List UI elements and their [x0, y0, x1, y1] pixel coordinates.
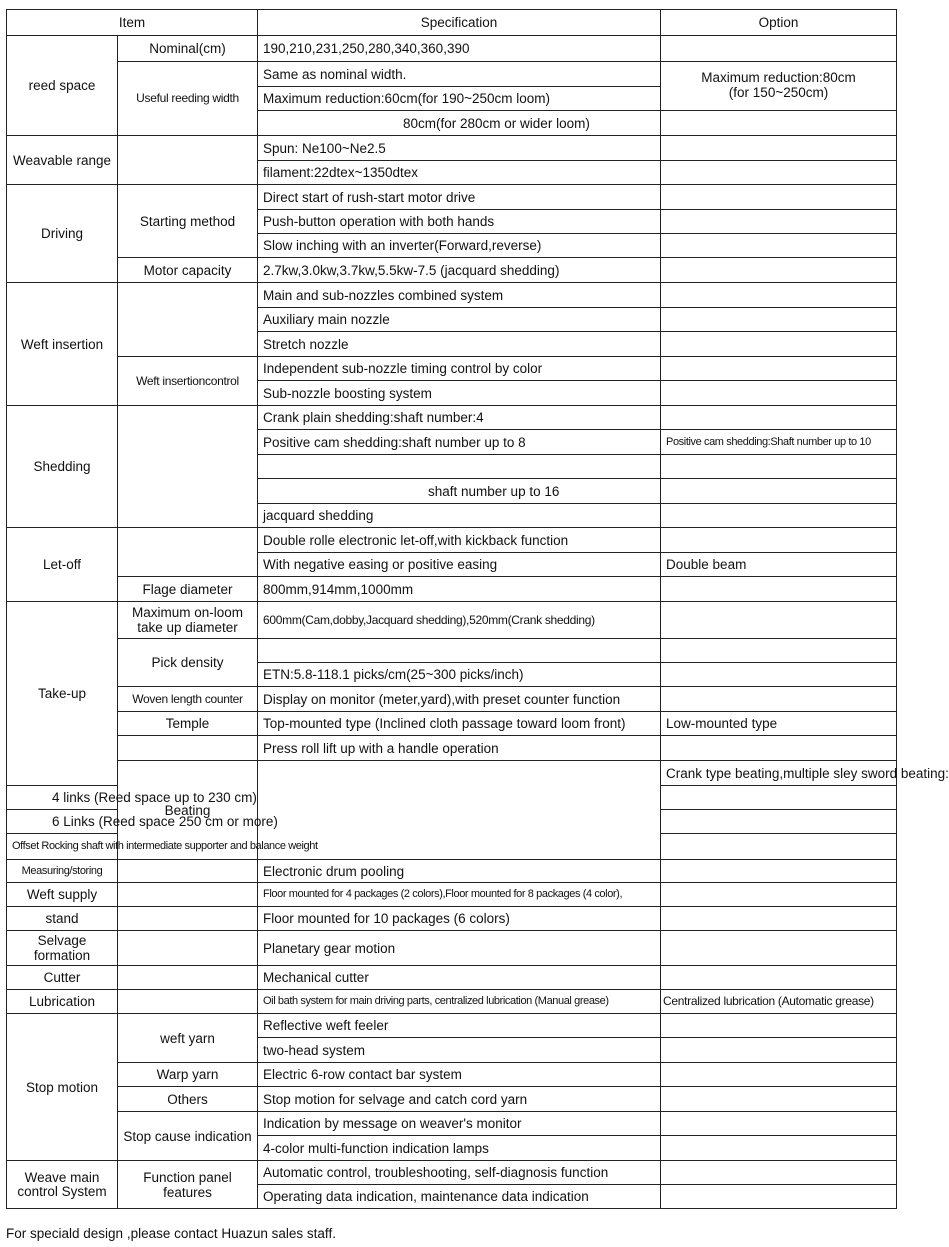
option-cell	[661, 966, 897, 990]
footer-note: For speciald design ,please contact Huazun sales staff.	[6, 1226, 336, 1241]
spec-cell: Stop motion for selvage and catch cord yarn	[258, 1087, 661, 1112]
option-cell	[661, 406, 897, 430]
section-label: Take-up	[7, 602, 118, 786]
sub-label	[118, 966, 258, 990]
sub-label: Stop cause indication	[118, 1112, 258, 1161]
table-row	[7, 36, 897, 62]
table-row	[7, 185, 897, 210]
sub-label	[118, 860, 258, 883]
option-cell	[661, 210, 897, 234]
spec-cell: Main and sub-nozzles combined system	[258, 283, 661, 308]
option-cell	[661, 283, 897, 308]
sub-label: Function panel features	[118, 1161, 258, 1209]
option-cell	[661, 504, 897, 528]
item-header: Item	[7, 10, 258, 36]
spec-cell: Crank type beating,multiple sley sword beating:	[661, 761, 897, 786]
option-cell	[661, 931, 897, 966]
option-cell	[661, 1014, 897, 1038]
spec-cell: Press roll lift up with a handle operation	[258, 736, 661, 761]
option-cell	[661, 528, 897, 553]
option-cell	[661, 1087, 897, 1112]
spec-cell: Double rolle electronic let-off,with kickback function	[258, 528, 661, 553]
sub-label	[118, 283, 258, 357]
spec-cell: Maximum reduction:60cm(for 190~250cm loom)	[258, 87, 661, 111]
sub-label: Motor capacity	[118, 258, 258, 283]
sub-label: weft yarn	[118, 1014, 258, 1063]
table-row	[7, 1161, 897, 1185]
sub-label	[118, 736, 258, 761]
table-row	[7, 577, 897, 602]
spec-cell: 6 Links (Reed space 250 cm or more)	[7, 810, 118, 834]
table-row	[7, 1063, 897, 1087]
table-row	[7, 1112, 897, 1136]
spec-cell: Operating data indication, maintenance data indication	[258, 1185, 661, 1209]
section-label: Weft insertion	[7, 283, 118, 406]
table-row	[7, 931, 897, 966]
table-row	[7, 860, 897, 883]
spec-cell: Crank plain shedding:shaft number:4	[258, 406, 661, 430]
spec-cell: Automatic control, troubleshooting, self-diagnosis function	[258, 1161, 661, 1185]
sub-label: Warp yarn	[118, 1063, 258, 1087]
option-cell	[661, 834, 897, 860]
spec-cell: Stretch nozzle	[258, 332, 661, 357]
table-header-row	[7, 10, 897, 36]
spec-cell: Slow inching with an inverter(Forward,reverse)	[258, 234, 661, 258]
sub-label	[118, 883, 258, 907]
table-row	[7, 602, 897, 639]
option-cell	[661, 907, 897, 931]
table-row	[7, 761, 897, 786]
option-cell	[661, 1038, 897, 1063]
sub-label	[118, 136, 258, 185]
section-label: Weft supply	[7, 883, 118, 907]
sub-label: Nominal(cm)	[118, 36, 258, 62]
spec-cell: 190,210,231,250,280,340,360,390	[258, 36, 661, 62]
section-label: Weave main control System	[7, 1161, 118, 1209]
spec-cell: Direct start of rush-start motor drive	[258, 185, 661, 210]
spec-cell: Electronic drum pooling	[258, 860, 661, 883]
option-cell	[661, 332, 897, 357]
spec-cell: Display on monitor (meter,yard),with preset counter function	[258, 687, 661, 712]
spec-cell: With negative easing or positive easing	[258, 553, 661, 577]
spec-cell: Auxiliary main nozzle	[258, 308, 661, 332]
option-cell	[661, 381, 897, 406]
spec-cell: 4-color multi-function indication lamps	[258, 1136, 661, 1161]
spec-cell: Indication by message on weaver's monitor	[258, 1112, 661, 1136]
spec-cell: Positive cam shedding:shaft number up to 8	[258, 430, 661, 455]
table-row	[7, 736, 897, 761]
option-cell	[661, 810, 897, 834]
sub-label	[118, 990, 258, 1014]
spec-cell: Floor mounted for 10 packages (6 colors)	[258, 907, 661, 931]
sub-label: Useful reeding width	[118, 62, 258, 136]
option-cell	[661, 1185, 897, 1209]
option-cell	[661, 1063, 897, 1087]
option-header: Option	[661, 10, 897, 36]
section-label: Weavable range	[7, 136, 118, 185]
spec-cell: jacquard shedding	[258, 504, 661, 528]
section-label: Selvage formation	[7, 931, 118, 966]
sub-label: Others	[118, 1087, 258, 1112]
table-row	[7, 528, 897, 553]
table-row	[7, 883, 897, 907]
option-cell	[661, 111, 897, 136]
option-cell: Low-mounted type	[661, 712, 897, 736]
spec-cell: 4 links (Reed space up to 230 cm)	[7, 786, 118, 810]
table-row	[7, 639, 897, 663]
spec-cell: ETN:5.8-118.1 picks/cm(25~300 picks/inch)	[258, 663, 661, 687]
sub-label	[118, 602, 258, 639]
spec-cell: Sub-nozzle boosting system	[258, 381, 661, 406]
option-line: (for 150~250cm)	[728, 85, 829, 100]
spec-cell: shaft number up to 16	[258, 479, 661, 504]
sub-label: Starting method	[118, 185, 258, 258]
table-row	[7, 357, 897, 381]
option-cell: Double beam	[661, 553, 897, 577]
option-cell: Centralized lubrication (Automatic grease)	[661, 990, 897, 1014]
option-line: Maximum reduction:80cm	[701, 70, 856, 85]
section-label: Lubrication	[7, 990, 118, 1014]
spec-cell: Same as nominal width.	[258, 62, 661, 87]
section-label: Cutter	[7, 966, 118, 990]
section-label: Let-off	[7, 528, 118, 602]
spec-cell: Offset Rocking shaft with intermediate supporter and balance weight	[7, 834, 118, 860]
option-cell	[661, 736, 897, 761]
section-label: Driving	[7, 185, 118, 283]
section-label: Stop motion	[7, 1014, 118, 1161]
specification-header: Specification	[258, 10, 661, 36]
spec-cell	[258, 639, 661, 663]
table-row	[7, 966, 897, 990]
table-row	[7, 258, 897, 283]
sub-label-line: Maximum on-loom	[131, 605, 244, 620]
option-cell	[661, 357, 897, 381]
sub-label	[118, 931, 258, 966]
sub-label: Temple	[118, 712, 258, 736]
spec-cell: Push-button operation with both hands	[258, 210, 661, 234]
sub-label: Flage diameter	[118, 577, 258, 602]
spec-cell: Independent sub-nozzle timing control by color	[258, 357, 661, 381]
option-cell	[661, 136, 897, 161]
spec-cell: Spun: Ne100~Ne2.5	[258, 136, 661, 161]
sub-label: Pick density	[118, 639, 258, 687]
option-cell	[661, 883, 897, 907]
spec-cell: 600mm(Cam,dobby,Jacquard shedding),520mm(Crank shedding)	[258, 602, 661, 639]
spec-cell: Oil bath system for main driving parts, centralized lubrication (Manual grease)	[258, 990, 661, 1014]
table-row	[7, 990, 897, 1014]
section-label: Shedding	[7, 406, 118, 528]
option-cell	[661, 1112, 897, 1136]
spec-cell: 800mm,914mm,1000mm	[258, 577, 661, 602]
table-row	[7, 406, 897, 430]
option-cell	[661, 36, 897, 62]
option-cell	[661, 258, 897, 283]
spec-cell: Top-mounted type (Inclined cloth passage toward loom front)	[258, 712, 661, 736]
option-cell	[661, 639, 897, 663]
option-cell	[661, 161, 897, 185]
spec-cell	[258, 455, 661, 479]
spec-cell: Floor mounted for 4 packages (2 colors),Floor mounted for 8 packages (4 color),	[258, 883, 661, 907]
section-label: Beating	[118, 761, 258, 860]
option-cell	[661, 1161, 897, 1185]
table-row	[7, 907, 897, 931]
option-cell	[661, 185, 897, 210]
sub-label	[118, 406, 258, 528]
table-row	[7, 687, 897, 712]
option-cell	[661, 62, 897, 111]
option-cell	[661, 479, 897, 504]
option-cell	[661, 308, 897, 332]
sub-label: Weft insertioncontrol	[118, 357, 258, 406]
option-cell	[661, 577, 897, 602]
table-row	[7, 1087, 897, 1112]
spec-cell: 80cm(for 280cm or wider loom)	[258, 111, 661, 136]
table-row	[7, 283, 897, 308]
table-row	[7, 712, 897, 736]
spec-cell: Electric 6-row contact bar system	[258, 1063, 661, 1087]
sub-label	[118, 907, 258, 931]
sub-label	[118, 528, 258, 577]
option-cell	[661, 602, 897, 639]
option-cell	[661, 687, 897, 712]
option-cell	[661, 786, 897, 810]
option-cell	[661, 860, 897, 883]
section-label: stand	[7, 907, 118, 931]
specification-table	[6, 9, 949, 1209]
sub-label-line: take up diameter	[137, 620, 238, 635]
section-label: Measuring/storing	[7, 860, 118, 883]
spec-cell: filament:22dtex~1350dtex	[258, 161, 661, 185]
spec-cell: Planetary gear motion	[258, 931, 661, 966]
spec-cell: Reflective weft feeler	[258, 1014, 661, 1038]
option-cell	[661, 1136, 897, 1161]
spec-cell: Mechanical cutter	[258, 966, 661, 990]
spec-cell: two-head system	[258, 1038, 661, 1063]
table-row	[7, 62, 897, 87]
option-cell: Positive cam shedding:Shaft number up to 10	[661, 430, 897, 455]
table-row	[7, 1014, 897, 1038]
spec-cell: 2.7kw,3.0kw,3.7kw,5.5kw-7.5 (jacquard shedding)	[258, 258, 661, 283]
section-label: reed space	[7, 36, 118, 136]
option-cell	[661, 455, 897, 479]
sub-label: Woven length counter	[118, 687, 258, 712]
option-cell	[661, 234, 897, 258]
table-row	[7, 136, 897, 161]
option-cell	[661, 663, 897, 687]
